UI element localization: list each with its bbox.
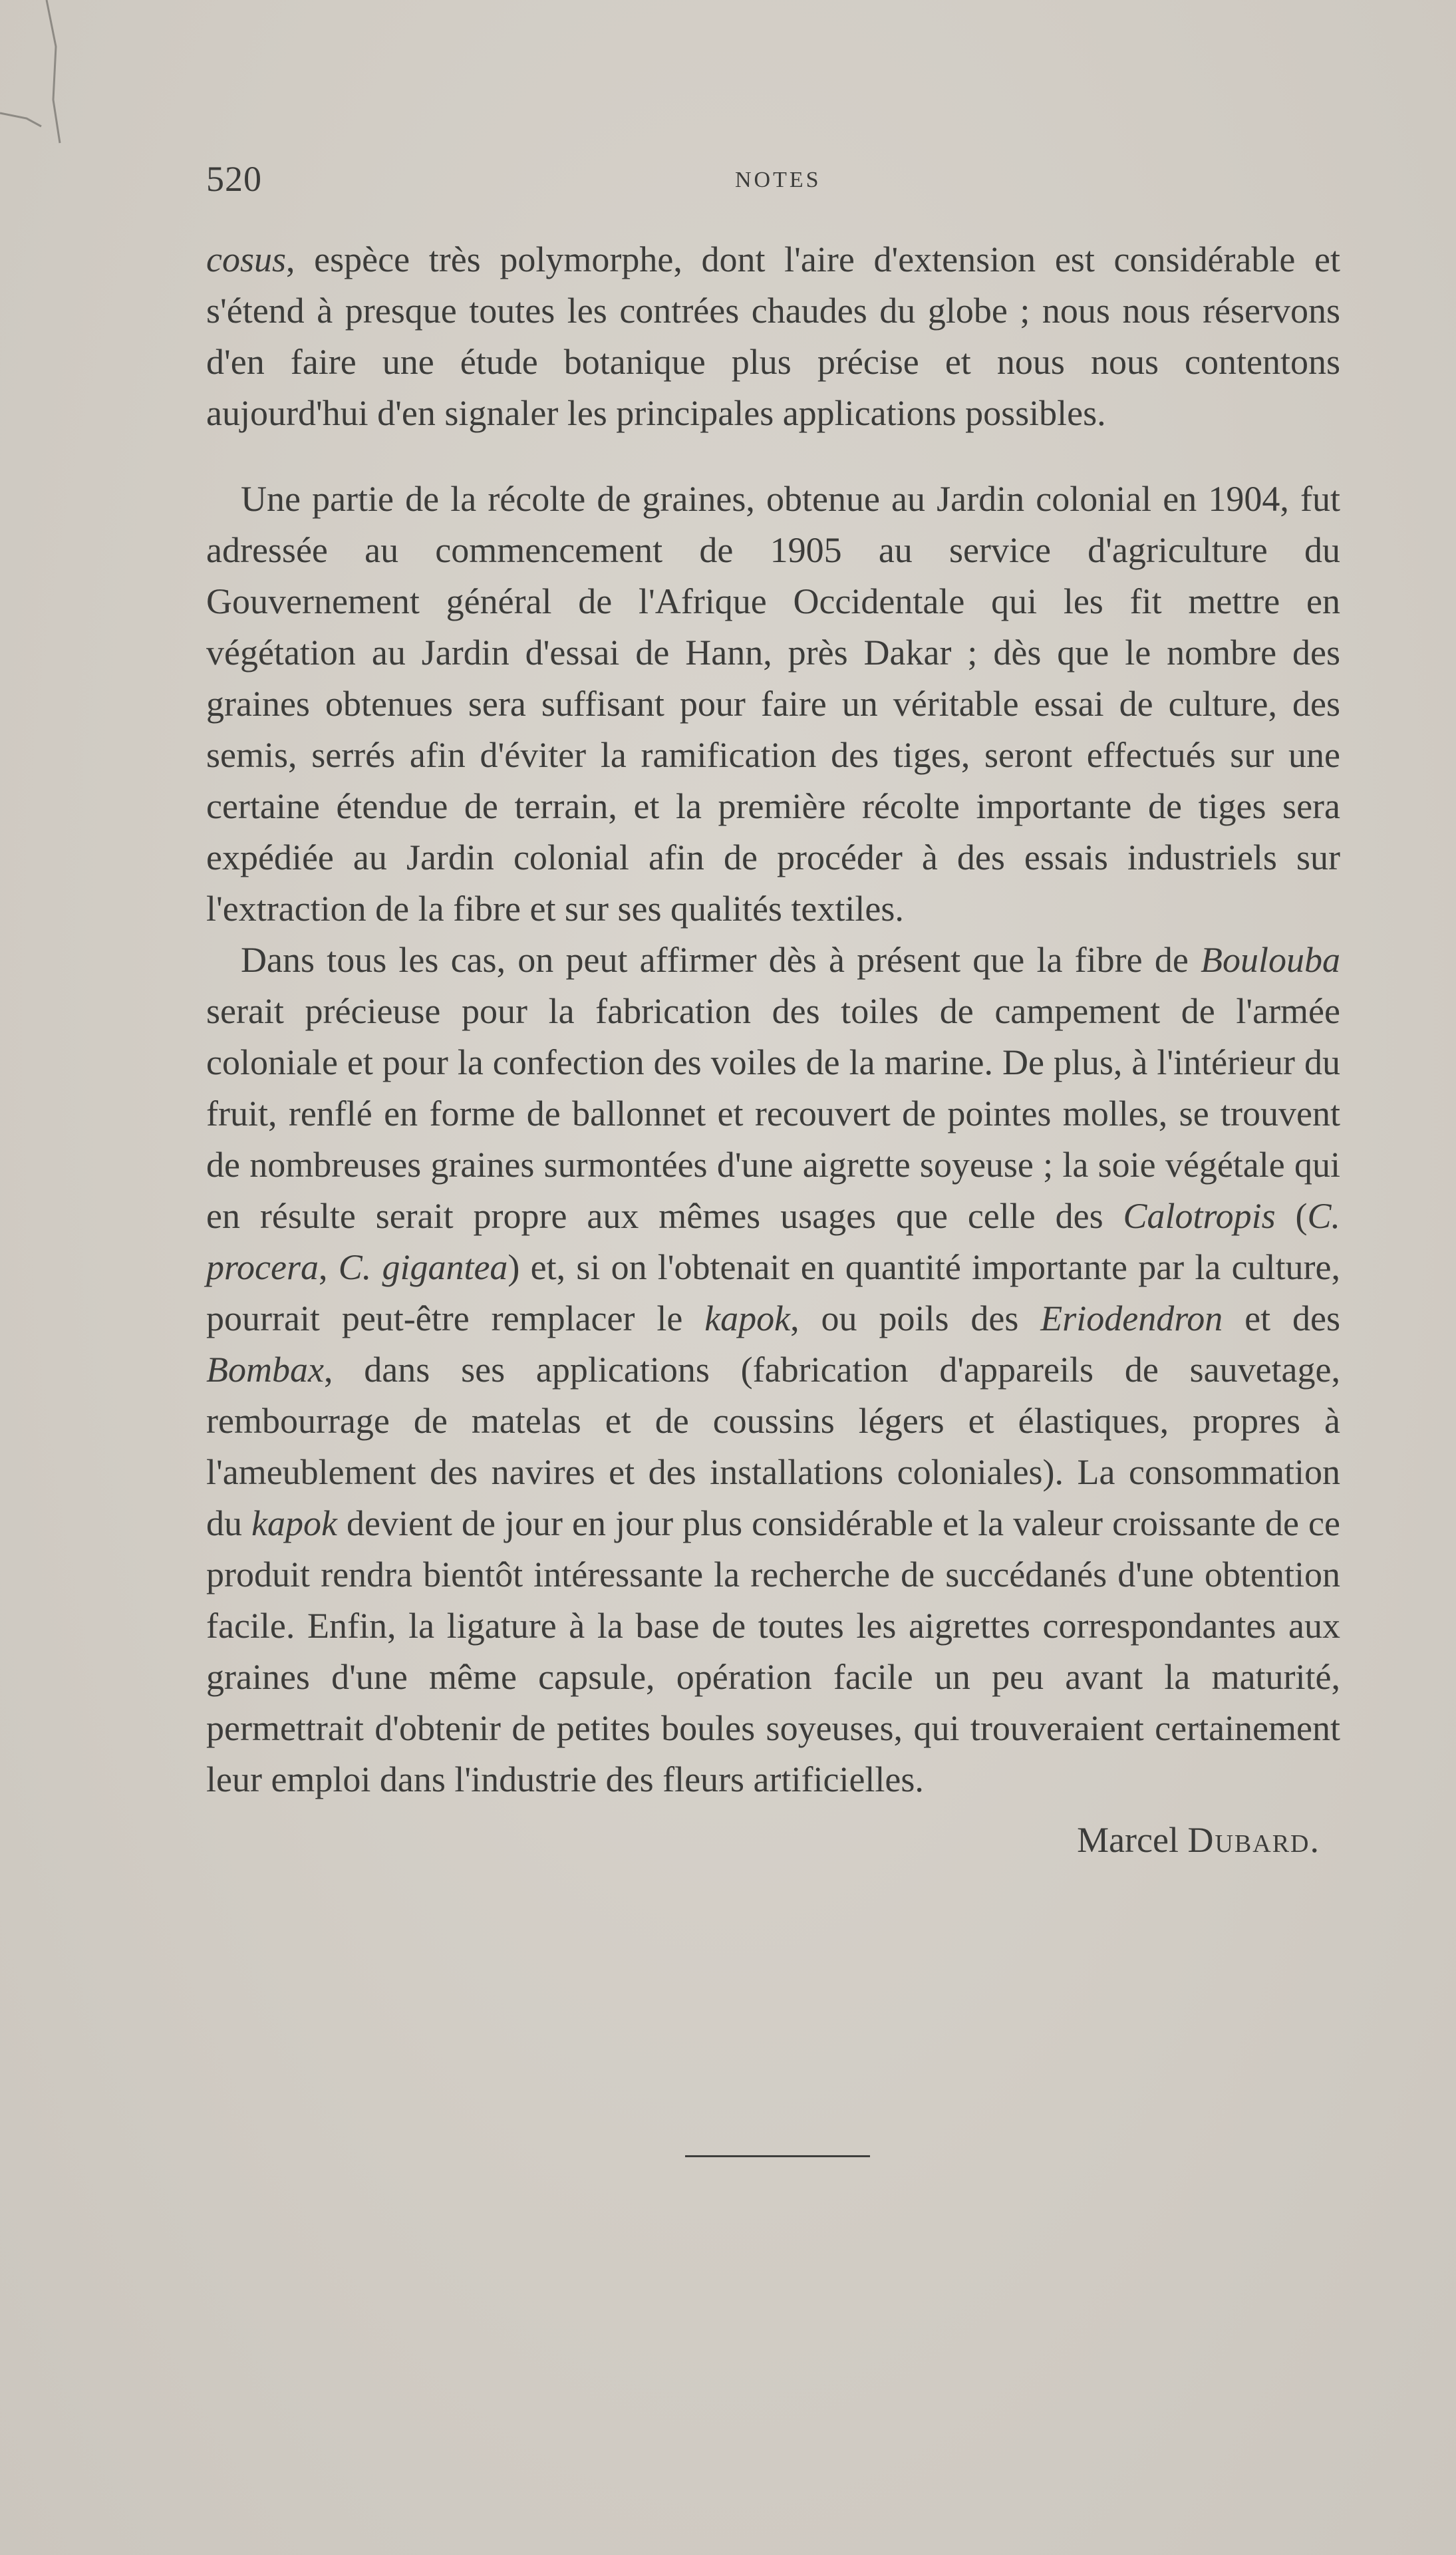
text-run: , espèce très polymorphe, dont l'aire d'extension est considérable et s'étend à presque toutes les contrées chaudes du globe ; nous nous réservons d'en faire une étude botanique plus précise et nous nous contentons aujourd'hui d'en signaler les principales applications possibles.: [206, 239, 1340, 433]
article-body: [206, 234, 1340, 1866]
author-last-name: Dubard.: [1187, 1820, 1320, 1860]
author-first-name: Marcel: [1077, 1820, 1179, 1860]
italic-term: C. gigantea: [338, 1247, 508, 1287]
text-run: devient de jour en jour plus considérable et la valeur croissante de ce produit rendra bientôt intéressante la recherche de succédanés d'une obtention facile. Enfin, la ligature à la base de toutes les aigrettes correspondantes aux graines d'une même capsule, opération facile un peu avant la maturité, permettrait d'obtenir de petites boules soyeuses, qui trouveraient certainement leur emploi dans l'industrie des fleurs artificielles.: [206, 1503, 1340, 1799]
italic-term: kapok: [704, 1298, 791, 1338]
text-run: et des: [1223, 1298, 1340, 1338]
text-run: , ou poils des: [790, 1298, 1041, 1338]
author-signature: [206, 1815, 1340, 1866]
italic-term: C. procera: [206, 1196, 1341, 1287]
paragraph-3: [206, 935, 1340, 1805]
text-run: serait précieuse pour la fabrication des toiles de campement de l'armée coloniale et pour la confection des voiles de la marine. De plus, à l'intérieur du fruit, renflé en forme de ballonnet et recouvert de pointes molles, se trouvent de nombreuses graines surmontées d'une aigrette soyeuse ; la soie végétale qui en résulte serait propre aux mêmes usages que celle des: [206, 991, 1340, 1236]
running-head: NOTES: [735, 168, 821, 192]
text-run: ,: [318, 1247, 339, 1287]
paragraph-2: [206, 474, 1340, 935]
italic-term: Boulouba: [1201, 940, 1340, 980]
page-header: [206, 158, 1337, 205]
text-run: Dans tous les cas, on peut affirmer dès à présent que la fibre de: [241, 940, 1201, 980]
italic-term: Calotropis: [1123, 1196, 1276, 1236]
paragraph-1: [206, 234, 1340, 439]
italic-term: Eriodendron: [1040, 1298, 1223, 1338]
text-run: (: [1275, 1196, 1308, 1236]
italic-term: kapok: [251, 1503, 337, 1543]
text-run: , dans ses applications (fabrication d'appareils de sauvetage, rembourrage de matelas et de coussins légers et élastiques, propres à l'ameublement des navires et des installations coloniales). La consommation du: [206, 1350, 1340, 1543]
page-number: 520: [206, 159, 262, 199]
page-corner-mark: [0, 0, 80, 146]
text-run: ) et, si on l'obtenait en quantité importante par la culture, pourrait peut-être remplacer le: [206, 1247, 1340, 1338]
text-run: Une partie de la récolte de graines, obtenue au Jardin colonial en 1904, fut adressée au commencement de 1905 au service d'agriculture du Gouvernement général de l'Afrique Occidentale qui les fit mettre en végétation au Jardin d'essai de Hann, près Dakar ; dès que le nombre des graines obtenues sera suffisant pour faire un véritable essai de culture, des semis, serrés afin d'éviter la ramification des tiges, seront effectués sur une certaine étendue de terrain, et la première récolte importante de tiges sera expédiée au Jardin colonial afin de procéder à des essais industriels sur l'extraction de la fibre et sur ses qualités textiles.: [206, 479, 1340, 929]
closing-rule: [685, 2155, 870, 2157]
italic-term: Bombax: [206, 1350, 324, 1390]
italic-term: cosus: [206, 239, 286, 279]
